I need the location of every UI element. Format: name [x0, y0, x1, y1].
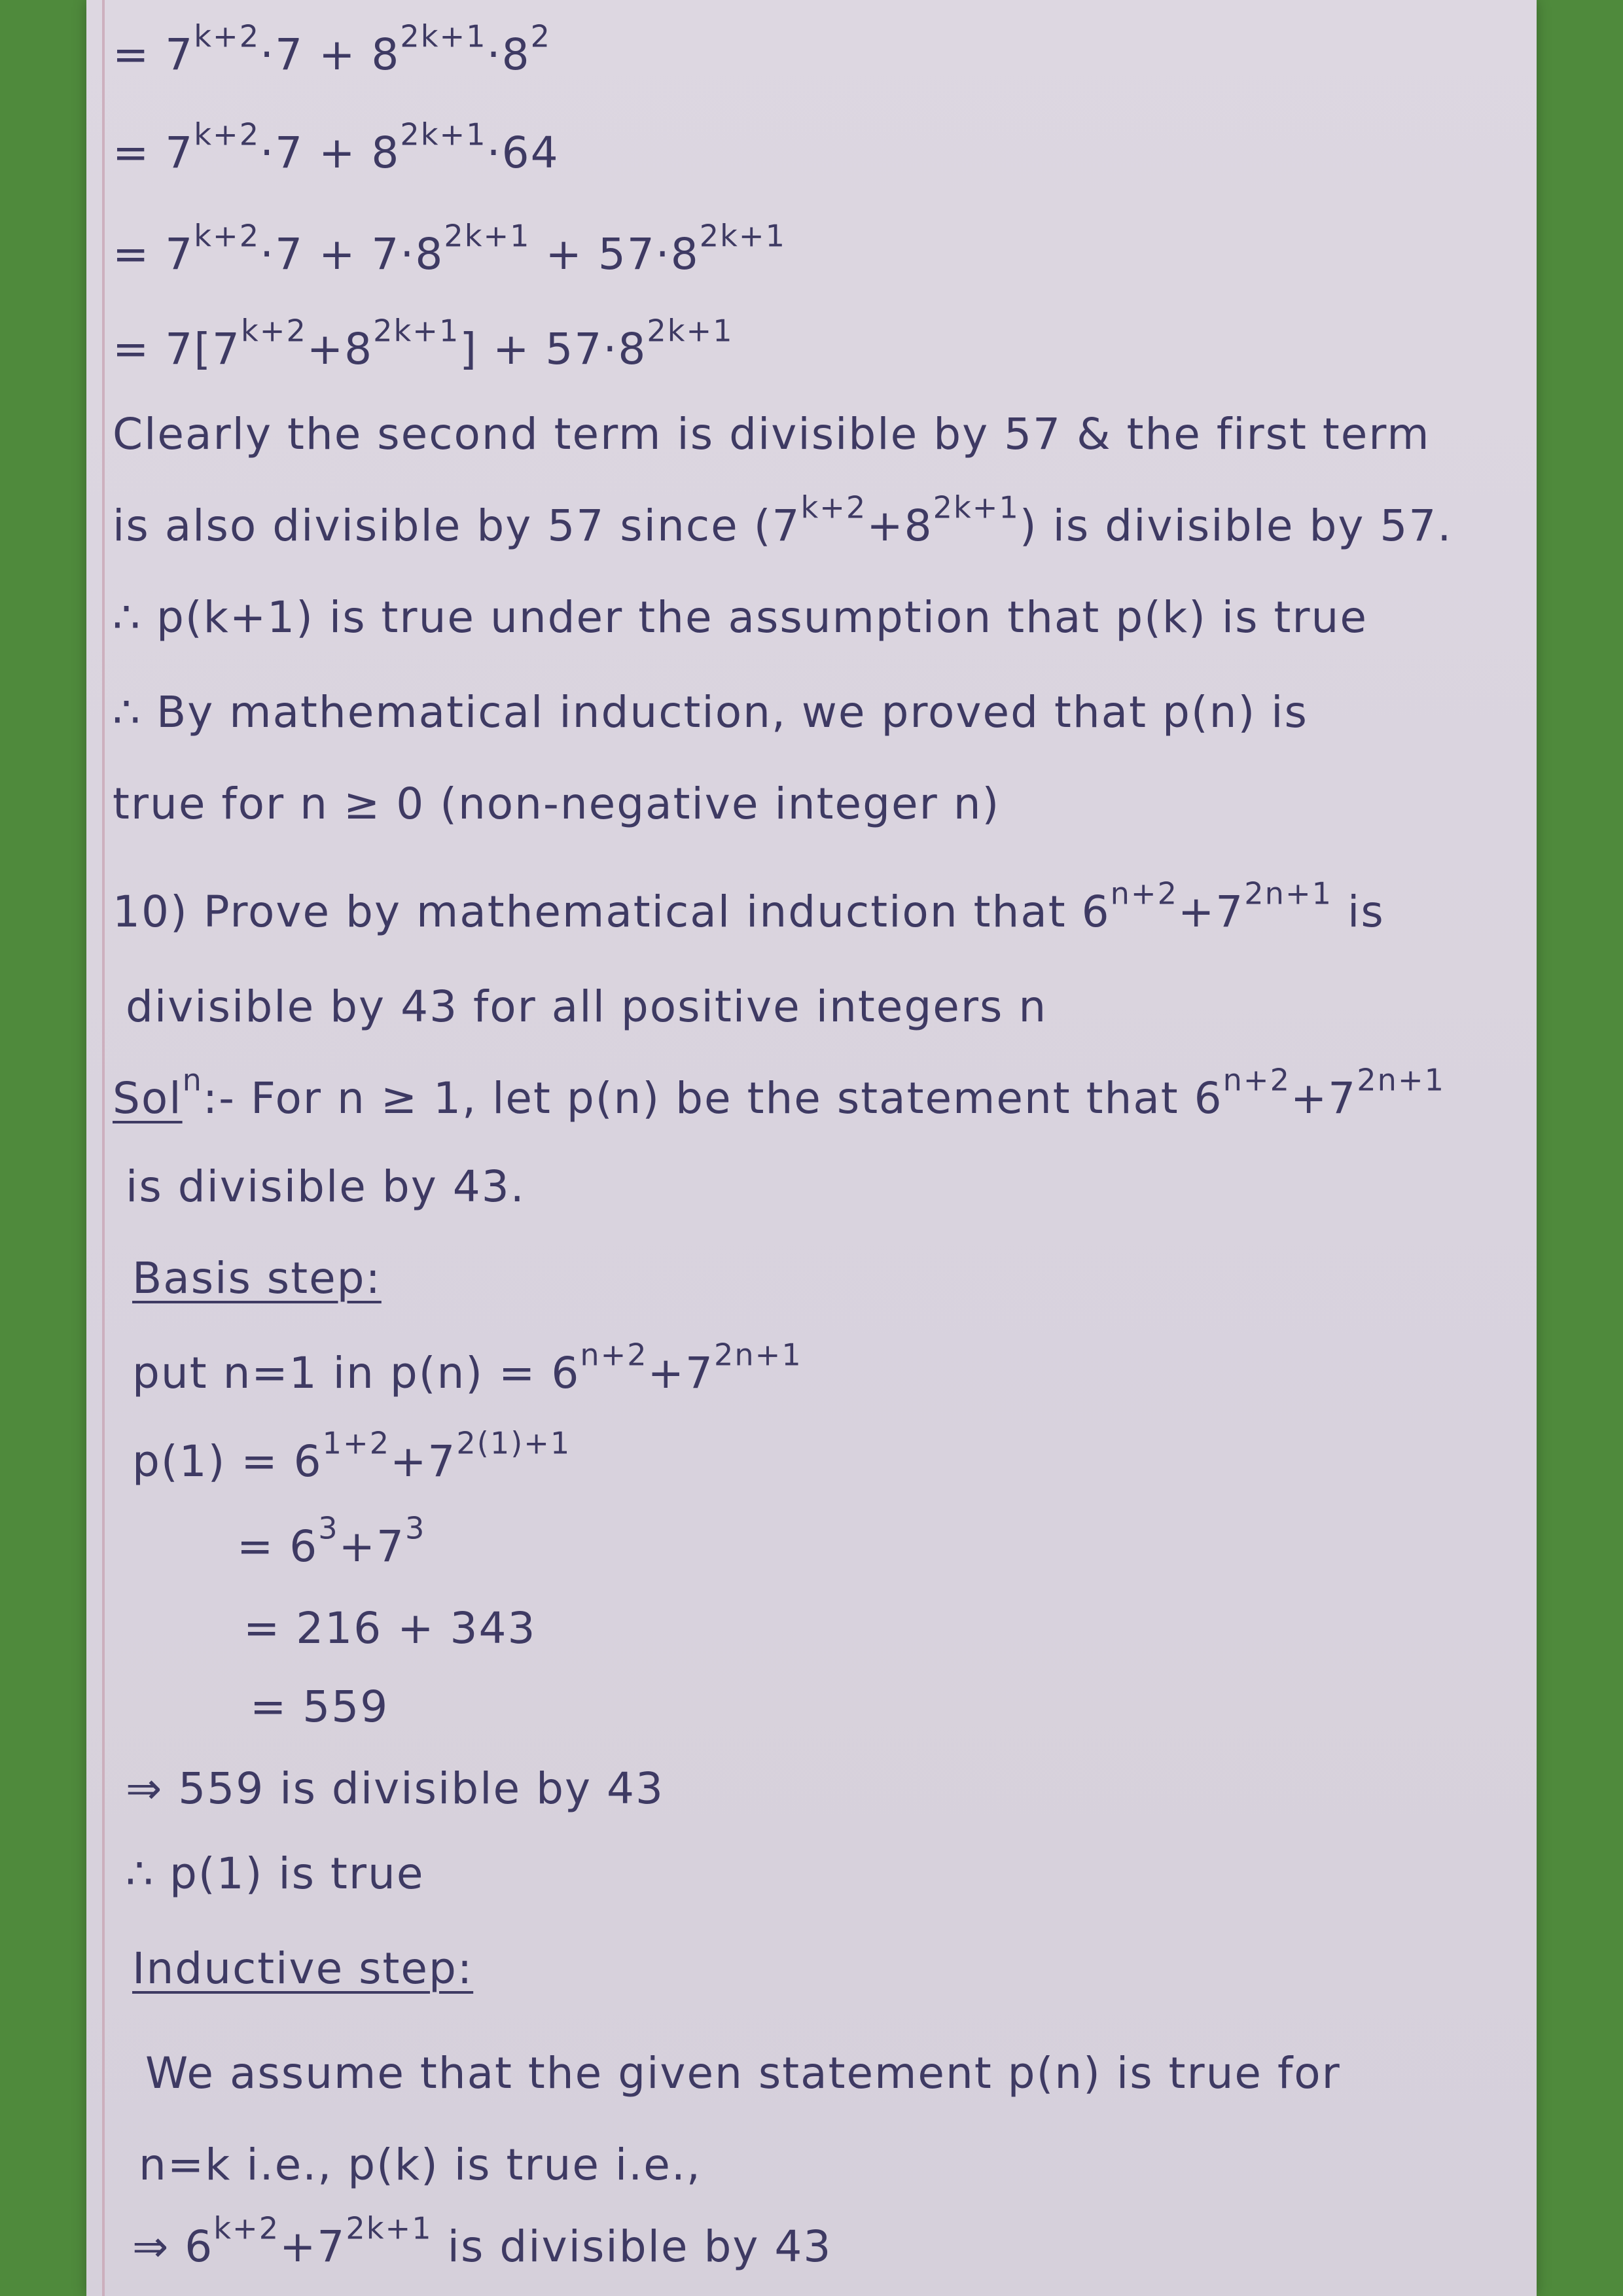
- basis-conclusion: ⇒ 559 is divisible by 43: [126, 1763, 665, 1814]
- equation-line-2: = $7^{k+2}\cdot 7 + 8^{2k+1}\cdot 64$: [113, 116, 560, 178]
- solution-intro: Sol$^n$:- For n ≥ 1, let p(n) be the statement that $6^{n+2}+7^{2n+1}$: [113, 1062, 1446, 1123]
- text-line-9: true for n ≥ 0 (non-negative integer n): [113, 779, 1001, 829]
- margin-line: [102, 0, 105, 2296]
- text-line-6: is also divisible by 57 since $(7^{k+2}+8^{2k+1})$ is divisible by 57.: [113, 489, 1453, 551]
- inductive-line-3: ⇒ $6^{k+2}+7^{2k+1}$ is divisible by 43: [132, 2210, 832, 2272]
- solution-intro-cont: is divisible by 43.: [126, 1161, 526, 1212]
- text-line-7: ∴ p(k+1) is true under the assumption that p(k) is true: [113, 592, 1368, 643]
- basis-result: ∴ p(1) is true: [126, 1848, 425, 1899]
- basis-line-5: = 559: [250, 1682, 389, 1732]
- inductive-line-1: We assume that the given statement p(n) is true for: [145, 2048, 1341, 2098]
- text-line-5: Clearly the second term is divisible by 57 & the first term: [113, 409, 1431, 459]
- notebook-page: [86, 0, 1537, 2296]
- text-line-8: ∴ By mathematical induction, we proved that p(n) is: [113, 687, 1308, 737]
- basis-line-3: = $6^3+7^3$: [237, 1510, 426, 1572]
- question-10: 10) Prove by mathematical induction that $6^{n+2}+7^{2n+1}$ is: [113, 875, 1385, 937]
- basis-step-heading: Basis step:: [132, 1253, 382, 1303]
- equation-line-1: = $7^{k+2}\cdot 7 + 8^{2k+1}\cdot 8^2$: [113, 18, 551, 80]
- basis-line-1: put n=1 in $p(n) = 6^{n+2}+7^{2n+1}$: [132, 1337, 802, 1398]
- question-10-cont: divisible by 43 for all positive integers n: [126, 981, 1048, 1032]
- equation-line-3: = $7^{k+2}\cdot 7 + 7\cdot 8^{2k+1} + 57\cdot 8^{2k+1}$: [113, 218, 787, 279]
- inductive-line-2: n=k i.e., p(k) is true i.e.,: [139, 2140, 702, 2190]
- inductive-step-heading: Inductive step:: [132, 1943, 474, 1994]
- basis-line-2: $p(1) = 6^{1+2}+7^{2(1)+1}$: [132, 1425, 571, 1487]
- equation-line-4: = $7[7^{k+2}+8^{2k+1}] + 57\cdot 8^{2k+1}$: [113, 313, 734, 374]
- basis-line-4: = 216 + 343: [243, 1603, 537, 1653]
